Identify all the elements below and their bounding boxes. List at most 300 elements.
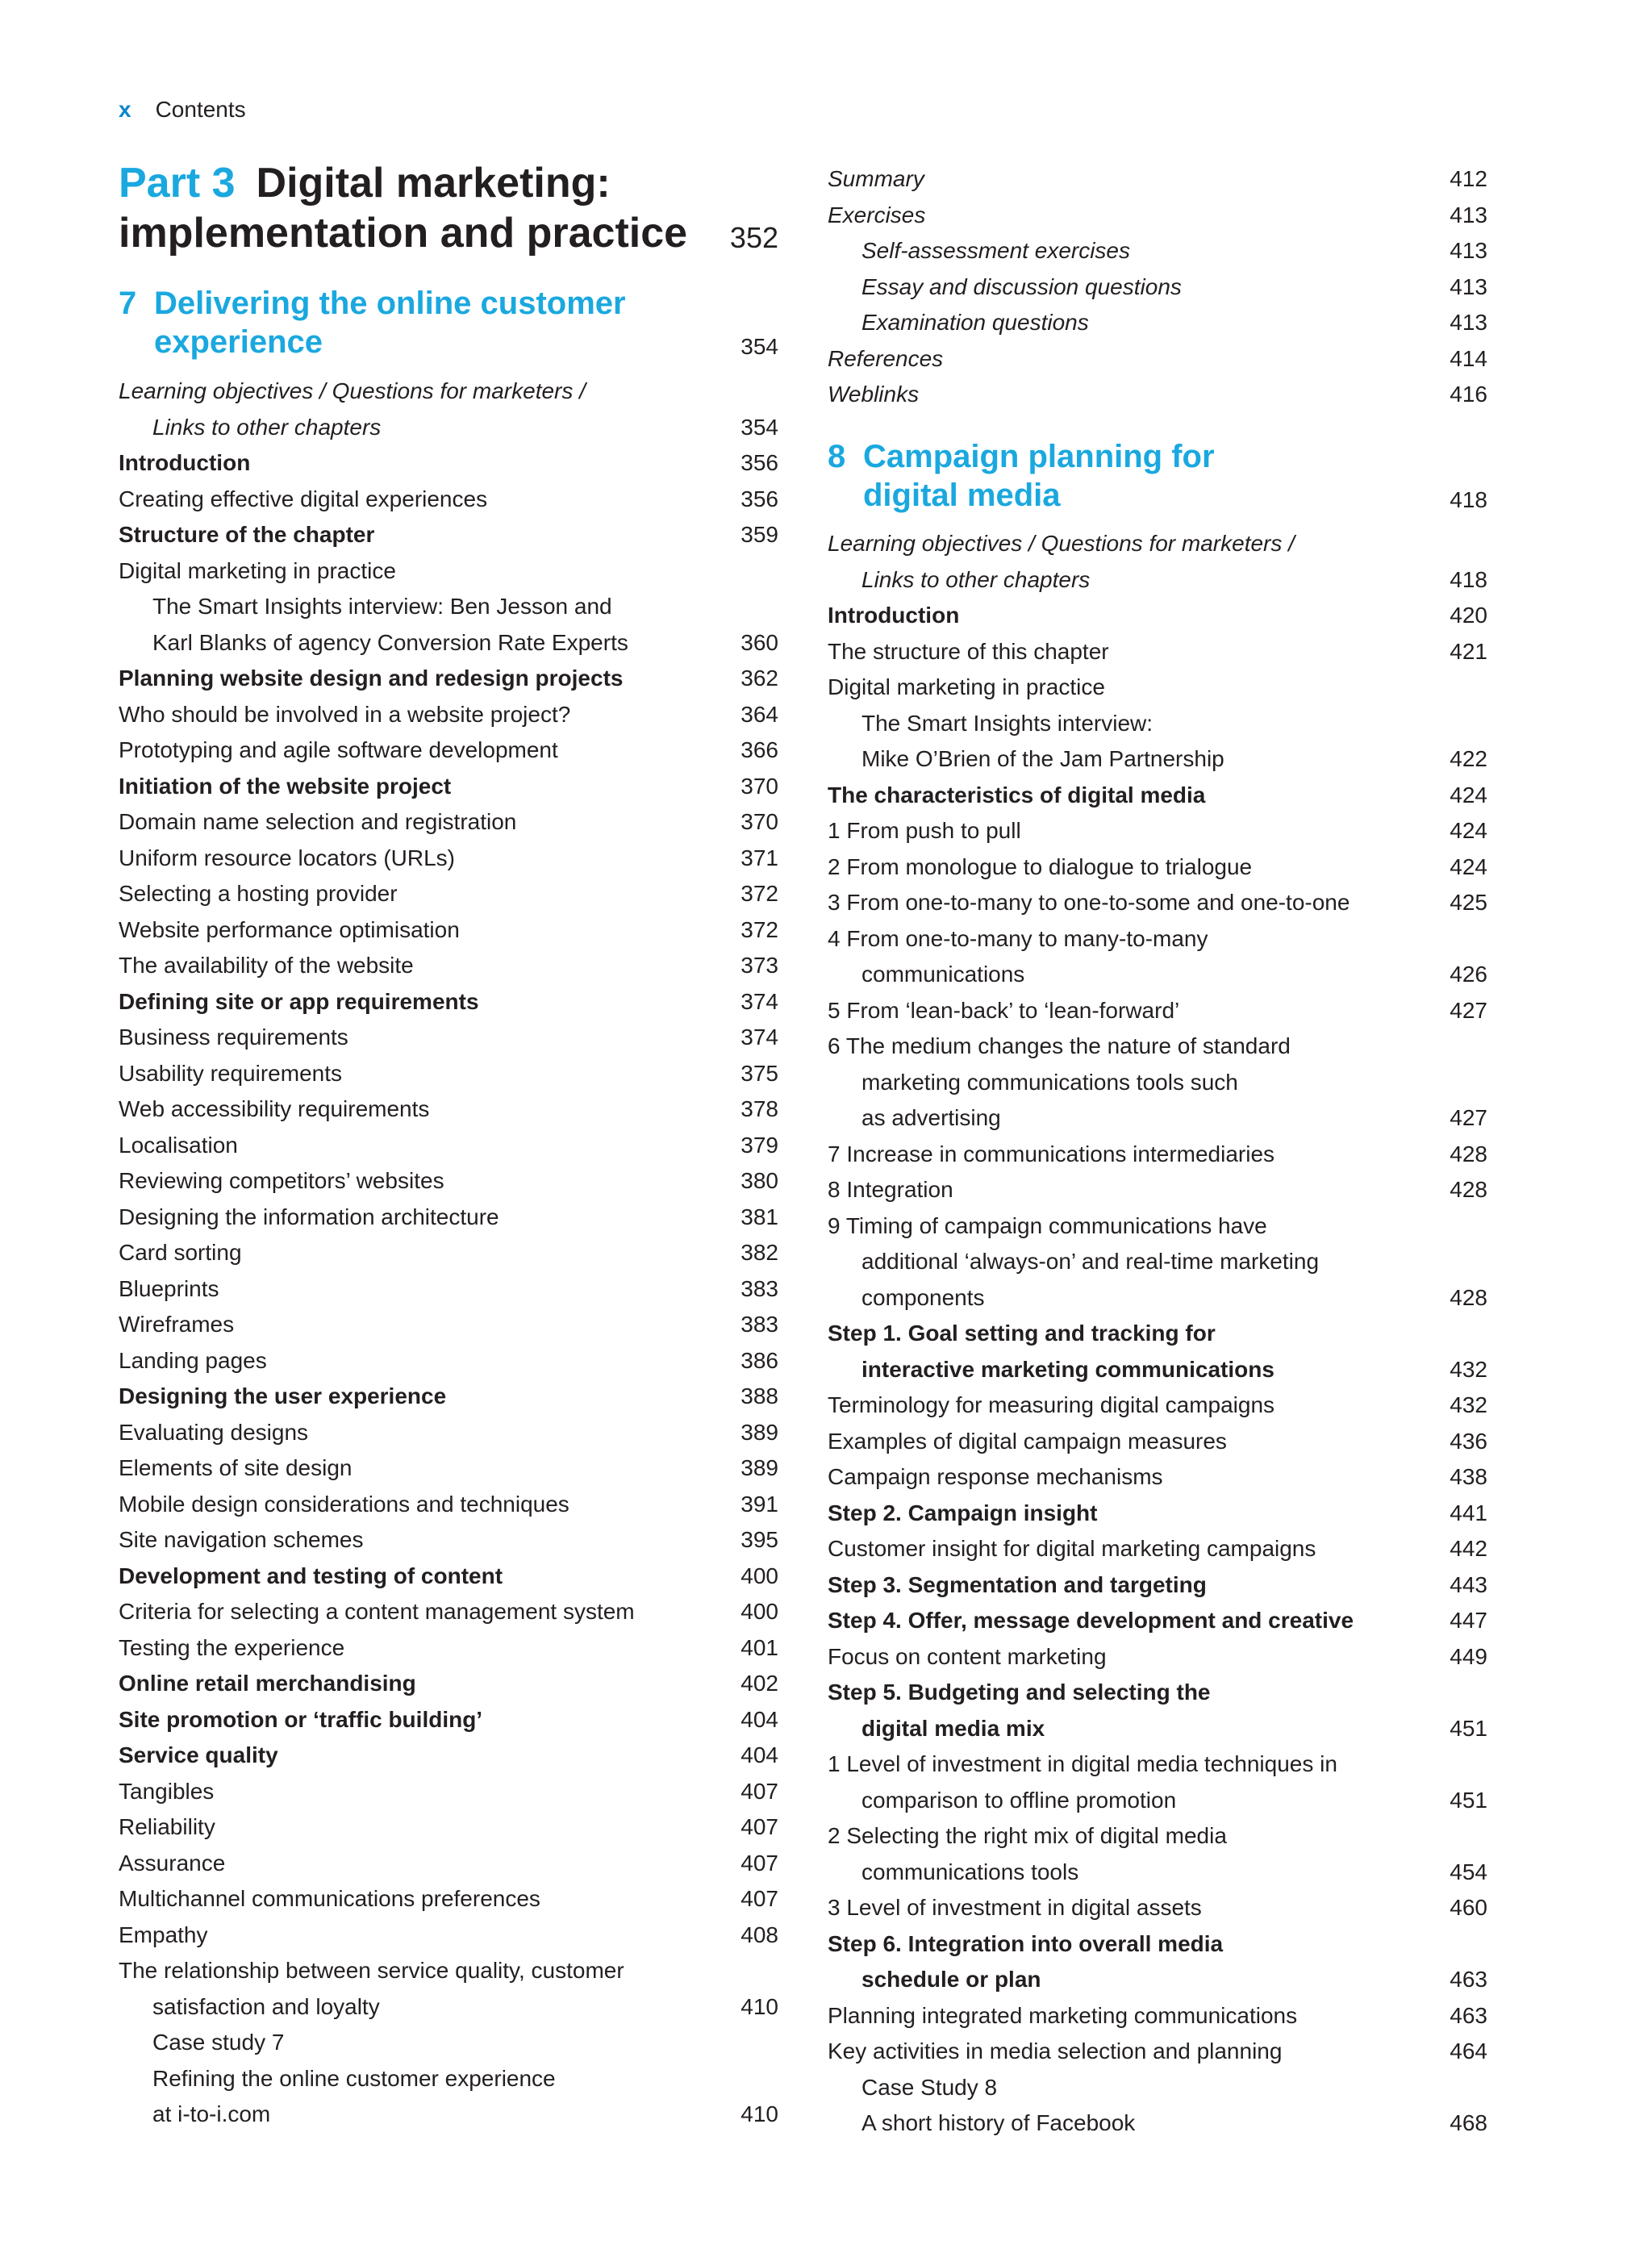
toc-entry <box>828 341 1487 378</box>
toc-entry <box>119 984 778 1020</box>
toc-entry-title: Business requirements <box>119 1024 348 1049</box>
toc-entry <box>119 553 778 590</box>
toc-entry <box>828 526 1487 562</box>
toc-entry-title: Introduction <box>828 603 960 628</box>
toc-entry <box>119 1056 778 1092</box>
toc-entry <box>119 2061 778 2097</box>
toc-entry-page: 407 <box>740 1886 778 1911</box>
part-title-line2: implementation and practice <box>119 210 688 257</box>
toc-entry <box>119 1881 778 1917</box>
toc-entry-title: communications tools <box>861 1859 1079 1884</box>
toc-entry-title: Uniform resource locators (URLs) <box>119 845 455 870</box>
part-heading <box>119 158 778 258</box>
toc-entry-title: as advertising <box>861 1105 1001 1130</box>
toc-entry-page: 378 <box>740 1096 778 1121</box>
toc-entry-page: 407 <box>740 1778 778 1804</box>
toc-entry-title: Step 1. Goal setting and tracking for <box>828 1321 1216 1346</box>
toc-entry-page: 400 <box>740 1563 778 1588</box>
toc-entry-title: Localisation <box>119 1132 238 1158</box>
toc-entry <box>119 1415 778 1451</box>
toc-entry-page: 388 <box>740 1383 778 1408</box>
toc-entry-page: 400 <box>740 1599 778 1624</box>
chapter-7-entries <box>119 373 778 2133</box>
toc-entry-page: 362 <box>740 666 778 691</box>
toc-entry-page: 410 <box>740 1993 778 2019</box>
toc-entry-title: Self-assessment exercises <box>861 238 1131 263</box>
toc-entry-page: 432 <box>1450 1392 1487 1417</box>
toc-entry-page: 371 <box>740 845 778 870</box>
toc-entry-page: 454 <box>1450 1859 1487 1884</box>
toc-entry <box>119 1666 778 1702</box>
toc-entry <box>828 1172 1487 1208</box>
toc-entry <box>828 1711 1487 1747</box>
toc-entry-title: Site promotion or ‘traffic building’ <box>119 1706 483 1732</box>
toc-entry-title: Links to other chapters <box>861 566 1091 592</box>
toc-entry <box>828 1531 1487 1567</box>
toc-entry-title: Exercises <box>828 202 926 227</box>
toc-entry-page: 412 <box>1450 166 1487 191</box>
toc-entry-page: 408 <box>740 1922 778 1947</box>
toc-entry-title: Refining the online customer experience <box>152 2065 556 2091</box>
toc-entry-page: 354 <box>740 414 778 440</box>
toc-entry-page: 404 <box>740 1706 778 1732</box>
toc-entry-title: 4 From one-to-many to many-to-many <box>828 925 1208 951</box>
toc-entry-title: Case Study 8 <box>861 2074 998 2100</box>
toc-entry-page: 451 <box>1450 1787 1487 1813</box>
toc-entry-page: 428 <box>1450 1177 1487 1202</box>
toc-entry-page: 381 <box>740 1204 778 1229</box>
toc-entry-page: 370 <box>740 773 778 799</box>
toc-entry-page: 374 <box>740 988 778 1014</box>
toc-entry-title: Planning website design and redesign projects <box>119 666 624 691</box>
toc-entry <box>119 697 778 733</box>
toc-entry-title: communications <box>861 962 1025 987</box>
toc-entry-title: interactive marketing communications <box>861 1356 1274 1382</box>
toc-entry-page: 425 <box>1450 890 1487 915</box>
toc-entry-title: A short history of Facebook <box>861 2110 1136 2135</box>
page-number: x <box>119 97 131 122</box>
toc-entry <box>119 841 778 877</box>
toc-entry-title: 2 Selecting the right mix of digital media <box>828 1823 1227 1848</box>
toc-entry <box>828 1998 1487 2034</box>
toc-entry <box>119 769 778 805</box>
running-header <box>119 94 246 126</box>
toc-entry <box>119 1379 778 1415</box>
toc-entry-page: 379 <box>740 1132 778 1158</box>
toc-entry-page: 372 <box>740 916 778 942</box>
toc-entry <box>119 1450 778 1487</box>
toc-entry <box>828 2070 1487 2106</box>
toc-entry-page: 382 <box>740 1240 778 1265</box>
toc-entry-page: 401 <box>740 1634 778 1660</box>
toc-entry-page: 451 <box>1450 1715 1487 1741</box>
toc-entry <box>119 804 778 841</box>
toc-entry <box>828 1567 1487 1604</box>
toc-entry <box>119 1235 778 1271</box>
toc-entry <box>828 813 1487 849</box>
toc-entry-title: components <box>861 1284 985 1310</box>
toc-entry-title: Examples of digital campaign measures <box>828 1428 1227 1454</box>
toc-entry <box>119 1343 778 1379</box>
toc-entry-page: 426 <box>1450 962 1487 987</box>
toc-entry-title: 1 Level of investment in digital media techniques in <box>828 1751 1337 1776</box>
toc-entry-page: 359 <box>740 522 778 547</box>
chapter-title-line1: Delivering the online customer <box>154 286 626 321</box>
toc-entry-title: Wireframes <box>119 1312 235 1337</box>
toc-entry <box>828 562 1487 599</box>
toc-entry-page: 468 <box>1450 2110 1487 2135</box>
toc-entry-title: Step 6. Integration into overall media <box>828 1930 1224 1956</box>
toc-entry <box>828 1926 1487 1963</box>
toc-entry-title: Tangibles <box>119 1778 215 1804</box>
toc-entry-title: The Smart Insights interview: Ben Jesson and <box>152 594 612 619</box>
toc-entry-page: 380 <box>740 1168 778 1193</box>
chapter-7-heading <box>119 284 778 361</box>
toc-entry-title: Website performance optimisation <box>119 916 460 942</box>
toc-entry-page: 391 <box>740 1491 778 1517</box>
toc-entry-title: 9 Timing of campaign communications have <box>828 1212 1267 1238</box>
toc-entry-title: Karl Blanks of agency Conversion Rate Experts <box>152 629 628 655</box>
toc-entry <box>828 1818 1487 1855</box>
toc-entry <box>119 1522 778 1559</box>
toc-entry-page: 383 <box>740 1312 778 1337</box>
toc-entry-page: 413 <box>1450 202 1487 227</box>
toc-entry <box>828 1746 1487 1783</box>
toc-entry-page: 395 <box>740 1527 778 1552</box>
toc-entry <box>828 233 1487 269</box>
toc-entry-page: 460 <box>1450 1895 1487 1920</box>
toc-entry-page: 386 <box>740 1347 778 1373</box>
toc-entry-title: The characteristics of digital media <box>828 782 1206 807</box>
toc-entry <box>119 373 778 410</box>
toc-entry-title: Development and testing of content <box>119 1563 503 1588</box>
toc-entry-title: Designing the user experience <box>119 1383 447 1408</box>
toc-entry <box>119 410 778 446</box>
toc-entry-page: 356 <box>740 486 778 511</box>
toc-entry <box>119 1774 778 1810</box>
toc-entry <box>119 2097 778 2133</box>
chapter-page: 354 <box>740 334 778 359</box>
chapter-title-line2: digital media <box>863 478 1061 513</box>
toc-entry-title: Customer insight for digital marketing campaigns <box>828 1536 1316 1561</box>
toc-entry-title: Links to other chapters <box>152 414 382 440</box>
toc-entry <box>119 948 778 984</box>
toc-entry <box>828 634 1487 670</box>
toc-entry-title: Terminology for measuring digital campaigns <box>828 1392 1275 1417</box>
toc-entry <box>828 2034 1487 2070</box>
toc-entry-title: Examination questions <box>861 310 1089 335</box>
toc-entry-title: digital media mix <box>861 1715 1045 1741</box>
toc-entry-page: 449 <box>1450 1643 1487 1669</box>
toc-entry-title: satisfaction and loyalty <box>152 1993 380 2019</box>
toc-entry-title: Focus on content marketing <box>828 1643 1107 1669</box>
toc-entry-title: marketing communications tools such <box>861 1069 1238 1095</box>
toc-entry-page: 418 <box>1450 566 1487 592</box>
toc-entry-title: Usability requirements <box>119 1060 342 1086</box>
toc-entry <box>828 1639 1487 1675</box>
toc-entry <box>119 1846 778 1882</box>
chapter-title-line2: experience <box>154 324 323 360</box>
toc-entry-page: 463 <box>1450 2002 1487 2028</box>
toc-entry <box>119 445 778 482</box>
toc-entry-title: Web accessibility requirements <box>119 1096 430 1121</box>
toc-entry-title: Reviewing competitors’ websites <box>119 1168 444 1193</box>
toc-entry <box>119 1809 778 1846</box>
toc-entry-title: The Smart Insights interview: <box>861 710 1153 736</box>
toc-entry-title: Online retail merchandising <box>119 1671 416 1696</box>
toc-entry <box>828 269 1487 306</box>
toc-entry-title: Multichannel communications preferences <box>119 1886 540 1911</box>
toc-entry <box>119 1953 778 1989</box>
part-page: 352 <box>729 221 778 254</box>
toc-entry-title: at i-to-i.com <box>152 2101 271 2126</box>
toc-entry <box>828 1065 1487 1101</box>
toc-entry <box>119 1917 778 1954</box>
chapter-7-end-matter <box>828 161 1487 413</box>
toc-entry-page: 442 <box>1450 1536 1487 1561</box>
toc-entry <box>828 885 1487 921</box>
toc-entry <box>828 1603 1487 1639</box>
toc-entry-title: 3 Level of investment in digital assets <box>828 1895 1202 1920</box>
toc-entry-title: Designing the information architecture <box>119 1204 499 1229</box>
toc-entry-page: 414 <box>1450 345 1487 371</box>
chapter-page: 418 <box>1450 487 1487 512</box>
toc-entry-title: Step 3. Segmentation and targeting <box>828 1571 1207 1597</box>
toc-entry <box>828 1100 1487 1137</box>
toc-entry-page: 428 <box>1450 1141 1487 1166</box>
toc-entry-title: Defining site or app requirements <box>119 988 479 1014</box>
toc-entry <box>119 1271 778 1308</box>
toc-entry <box>119 1163 778 1200</box>
toc-entry <box>119 1487 778 1523</box>
toc-entry-page: 410 <box>740 2101 778 2126</box>
toc-entry <box>119 1128 778 1164</box>
toc-entry <box>828 1387 1487 1424</box>
toc-entry <box>828 1890 1487 1926</box>
toc-entry <box>828 1496 1487 1532</box>
toc-entry-title: Testing the experience <box>119 1634 345 1660</box>
toc-entry <box>828 993 1487 1029</box>
toc-entry <box>119 912 778 949</box>
toc-entry-page: 366 <box>740 737 778 762</box>
toc-entry-page: 427 <box>1450 1105 1487 1130</box>
toc-entry-page: 436 <box>1450 1428 1487 1454</box>
toc-entry-page: 464 <box>1450 2038 1487 2063</box>
toc-entry <box>119 625 778 661</box>
toc-entry-page: 364 <box>740 701 778 727</box>
toc-entry-title: Planning integrated marketing communications <box>828 2002 1298 2028</box>
toc-entry-page: 407 <box>740 1850 778 1876</box>
toc-entry-page: 413 <box>1450 310 1487 335</box>
toc-entry-title: Blueprints <box>119 1275 219 1301</box>
toc-entry-page: 424 <box>1450 853 1487 879</box>
toc-entry <box>119 589 778 625</box>
part-title-line1: Digital marketing: <box>256 160 611 207</box>
toc-entry-title: References <box>828 345 944 371</box>
toc-entry-title: The availability of the website <box>119 953 414 978</box>
toc-entry-page: 372 <box>740 881 778 906</box>
toc-entry-title: Elements of site design <box>119 1455 353 1480</box>
toc-entry <box>119 1307 778 1343</box>
toc-entry-page: 373 <box>740 953 778 978</box>
toc-entry-title: Empathy <box>119 1922 208 1947</box>
toc-entry-title: 3 From one-to-many to one-to-some and one-to-one <box>828 890 1350 915</box>
toc-entry <box>828 1244 1487 1280</box>
toc-entry-page: 374 <box>740 1024 778 1049</box>
toc-entry-title: Introduction <box>119 450 251 475</box>
toc-entry-page: 413 <box>1450 273 1487 299</box>
toc-entry-page: 407 <box>740 1814 778 1839</box>
toc-entry <box>828 670 1487 706</box>
toc-entry <box>119 1594 778 1630</box>
toc-entry <box>828 598 1487 634</box>
toc-entry-title: Evaluating designs <box>119 1419 309 1445</box>
toc-entry-title: Prototyping and agile software development <box>119 737 558 762</box>
section-name: Contents <box>155 97 246 122</box>
toc-entry <box>828 741 1487 778</box>
toc-entry <box>119 1702 778 1738</box>
toc-entry-page: 443 <box>1450 1571 1487 1597</box>
toc-entry-page: 427 <box>1450 997 1487 1023</box>
toc-entry-page: 441 <box>1450 1500 1487 1525</box>
toc-entry <box>828 305 1487 341</box>
toc-entry <box>828 957 1487 993</box>
toc-entry <box>119 1738 778 1774</box>
toc-entry <box>828 1424 1487 1460</box>
toc-entry-page: 463 <box>1450 1967 1487 1992</box>
part-number: Part 3 <box>119 160 236 207</box>
toc-entry-title: Site navigation schemes <box>119 1527 364 1552</box>
toc-entry-title: additional ‘always-on’ and real-time marketing <box>861 1249 1320 1274</box>
toc-entry-page: 402 <box>740 1671 778 1696</box>
toc-entry-page: 420 <box>1450 603 1487 628</box>
toc-entry-title: Learning objectives / Questions for marketers / <box>828 531 1295 556</box>
toc-entry-title: Assurance <box>119 1850 226 1876</box>
toc-entry-title: comparison to offline promotion <box>861 1787 1177 1813</box>
toc-entry-title: Essay and discussion questions <box>861 273 1182 299</box>
toc-entry <box>119 517 778 553</box>
toc-entry <box>119 1200 778 1236</box>
toc-entry <box>828 377 1487 413</box>
toc-entry <box>828 1962 1487 1998</box>
toc-entry-title: 1 From push to pull <box>828 818 1021 843</box>
toc-entry <box>119 661 778 697</box>
chapter-title-line1: Campaign planning for <box>863 439 1215 474</box>
toc-entry-title: Campaign response mechanisms <box>828 1464 1163 1489</box>
toc-entry-title: 5 From ‘lean-back’ to ‘lean-forward’ <box>828 997 1180 1023</box>
toc-entry-page: 404 <box>740 1742 778 1767</box>
toc-entry <box>828 1137 1487 1173</box>
toc-entry-title: 6 The medium changes the nature of standard <box>828 1033 1291 1058</box>
toc-entry-title: Summary <box>828 166 924 191</box>
toc-entry <box>119 1091 778 1128</box>
toc-entry-page: 424 <box>1450 818 1487 843</box>
toc-entry-title: Selecting a hosting provider <box>119 881 398 906</box>
toc-entry-page: 416 <box>1450 382 1487 407</box>
toc-entry <box>828 1280 1487 1317</box>
toc-entry-page: 383 <box>740 1275 778 1301</box>
toc-entry <box>828 1459 1487 1496</box>
toc-entry <box>119 732 778 769</box>
toc-entry-title: Service quality <box>119 1742 278 1767</box>
chapter-number: 7 <box>119 286 137 321</box>
toc-entry-title: Mike O’Brien of the Jam Partnership <box>861 746 1224 771</box>
toc-entry-title: Who should be involved in a website project? <box>119 701 571 727</box>
toc-entry <box>828 1208 1487 1245</box>
toc-entry <box>119 2025 778 2061</box>
toc-entry-page: 438 <box>1450 1464 1487 1489</box>
toc-entry-title: Creating effective digital experiences <box>119 486 488 511</box>
toc-entry-title: Case study 7 <box>152 2030 285 2055</box>
toc-entry <box>828 921 1487 958</box>
toc-entry <box>828 2105 1487 2142</box>
toc-entry-title: schedule or plan <box>861 1967 1041 1992</box>
toc-entry-title: 8 Integration <box>828 1177 953 1202</box>
toc-entry-title: Card sorting <box>119 1240 242 1265</box>
toc-entry-page: 356 <box>740 450 778 475</box>
toc-entry-title: Digital marketing in practice <box>828 674 1105 699</box>
toc-entry-page: 424 <box>1450 782 1487 807</box>
toc-entry <box>828 1783 1487 1819</box>
toc-entry-title: Criteria for selecting a content management system <box>119 1599 635 1624</box>
toc-entry-title: Key activities in media selection and planning <box>828 2038 1283 2063</box>
toc-entry-title: Step 4. Offer, message development and creative <box>828 1608 1354 1633</box>
toc-entry-title: Weblinks <box>828 382 920 407</box>
toc-entry-title: Initiation of the website project <box>119 773 452 799</box>
toc-entry-page: 421 <box>1450 638 1487 664</box>
toc-entry-title: 7 Increase in communications intermediaries <box>828 1141 1275 1166</box>
toc-entry-page: 370 <box>740 809 778 834</box>
toc-entry-page: 422 <box>1450 746 1487 771</box>
toc-entry-title: Learning objectives / Questions for marketers / <box>119 378 586 403</box>
toc-entry <box>119 482 778 518</box>
toc-entry-page: 447 <box>1450 1608 1487 1633</box>
toc-entry <box>828 1316 1487 1352</box>
toc-entry <box>119 1020 778 1056</box>
toc-entry <box>828 1855 1487 1891</box>
toc-entry-page: 428 <box>1450 1284 1487 1310</box>
toc-entry <box>828 1352 1487 1388</box>
toc-entry <box>119 1989 778 2026</box>
chapter-number: 8 <box>828 439 846 474</box>
toc-entry-title: Domain name selection and registration <box>119 809 517 834</box>
toc-entry-page: 360 <box>740 629 778 655</box>
toc-entry-title: Landing pages <box>119 1347 267 1373</box>
toc-entry-title: Step 2. Campaign insight <box>828 1500 1098 1525</box>
chapter-8-entries <box>828 526 1487 2142</box>
toc-entry-title: Reliability <box>119 1814 215 1839</box>
toc-entry-title: The relationship between service quality, customer <box>119 1958 624 1983</box>
toc-entry-title: Mobile design considerations and techniques <box>119 1491 569 1517</box>
toc-entry-title: Step 5. Budgeting and selecting the <box>828 1680 1211 1705</box>
toc-entry <box>119 1630 778 1667</box>
toc-entry <box>828 1029 1487 1065</box>
toc-entry <box>828 1675 1487 1711</box>
toc-entry-page: 432 <box>1450 1356 1487 1382</box>
toc-entry-page: 389 <box>740 1419 778 1445</box>
chapter-8-heading <box>828 437 1487 515</box>
toc-entry <box>119 876 778 912</box>
toc-entry-page: 413 <box>1450 238 1487 263</box>
toc-entry-title: The structure of this chapter <box>828 638 1109 664</box>
toc-entry <box>119 1559 778 1595</box>
toc-entry <box>828 198 1487 234</box>
toc-entry <box>828 706 1487 742</box>
toc-entry <box>828 778 1487 814</box>
toc-entry <box>828 849 1487 886</box>
toc-entry-page: 389 <box>740 1455 778 1480</box>
toc-entry-title: 2 From monologue to dialogue to trialogue <box>828 853 1253 879</box>
